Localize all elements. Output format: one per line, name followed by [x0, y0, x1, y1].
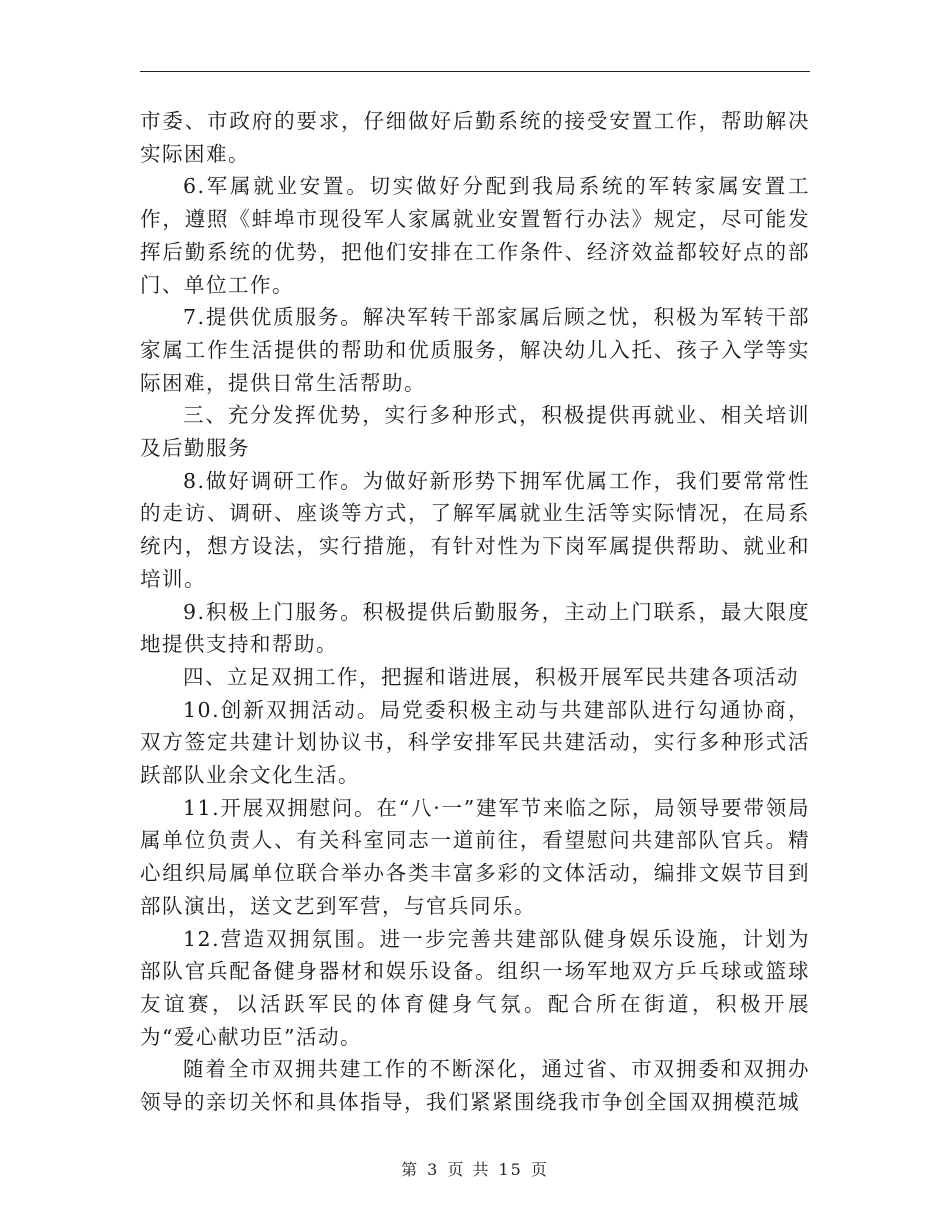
- paragraph: 7.提供优质服务。解决军转干部家属后顾之忧，积极为军转干部家属工作生活提供的帮助和优质服务，解决幼儿入托、孩子入学等实际困难，提供日常生活帮助。: [140, 305, 810, 395]
- section-heading: 三、充分发挥优势，实行多种形式，积极提供再就业、相关培训及后勤服务: [140, 403, 810, 461]
- paragraph: 6.军属就业安置。切实做好分配到我局系统的军转家属安置工作，遵照《蚌埠市现役军人家属就业安置暂行办法》规定，尽可能发挥后勤系统的优势，把他们安排在工作条件、经济效益都较好点的部门、单位工作。: [140, 174, 810, 297]
- footer-suffix: 页: [530, 1160, 549, 1179]
- paragraph: 12.营造双拥氛围。进一步完善共建部队健身娱乐设施，计划为部队官兵配备健身器材和娱乐设备。组织一场军地双方乒乓球或篮球友谊赛，以活跃军民的体育健身气氛。配合所在街道，积极开展为“爱心献功臣”活动。: [140, 926, 810, 1049]
- paragraph: 随着全市双拥共建工作的不断深化，通过省、市双拥委和双拥办领导的亲切关怀和具体指导，我们紧紧围绕我市争创全国双拥模范城: [140, 1057, 810, 1115]
- document-body: [140, 105, 810, 1119]
- current-page-number: 3: [427, 1160, 440, 1179]
- header-rule: [140, 71, 810, 72]
- footer-middle: 页 共: [447, 1160, 491, 1179]
- paragraph: 11.开展双拥慰问。在“八·一”建军节来临之际，局领导要带领局属单位负责人、有关科室同志一道前往，看望慰问共建部队官兵。精心组织局属单位联合举办各类丰富多彩的文体活动，编排文娱节目到部队演出，送文艺到军营，与官兵同乐。: [140, 795, 810, 918]
- paragraph: 8.做好调研工作。为做好新形势下拥军优属工作，我们要常常性的走访、调研、座谈等方式，了解军属就业生活等实际情况，在局系统内，想方设法，实行措施，有针对性为下岗军属提供帮助、就业和培训。: [140, 468, 810, 591]
- paragraph: 市委、市政府的要求，仔细做好后勤系统的接受安置工作，帮助解决实际困难。: [140, 109, 810, 166]
- paragraph: 10.创新双拥活动。局党委积极主动与共建部队进行勾通协商，双方签定共建计划协议书，科学安排军民共建活动，实行多种形式活跃部队业余文化生活。: [140, 697, 810, 788]
- page-footer: [0, 1157, 950, 1180]
- total-pages-number: 15: [498, 1160, 523, 1179]
- footer-prefix: 第: [401, 1160, 420, 1179]
- section-heading: 四、立足双拥工作，把握和谐进展，积极开展军民共建各项活动: [183, 664, 799, 689]
- paragraph: 9.积极上门服务。积极提供后勤服务，主动上门联系，最大限度地提供支持和帮助。: [140, 599, 810, 657]
